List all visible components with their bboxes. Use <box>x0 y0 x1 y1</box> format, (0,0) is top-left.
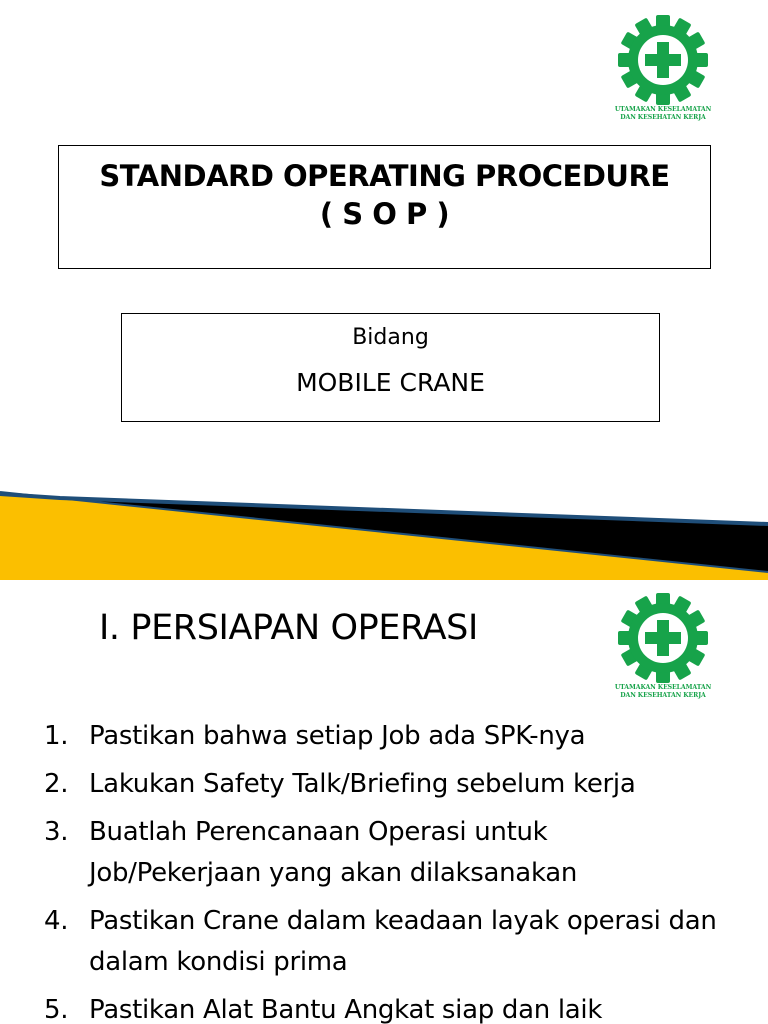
gear-cross-icon <box>611 14 715 106</box>
content-slide <box>0 580 768 1024</box>
list-item <box>44 764 724 805</box>
step-number: 4. <box>44 906 69 936</box>
section-title: I. PERSIAPAN OPERASI <box>99 608 478 648</box>
logo-caption-line1: UTAMAKAN KESELAMATAN <box>614 106 712 113</box>
step-text: Pastikan Alat Bantu Angkat siap dan laik <box>89 995 603 1024</box>
document-title: STANDARD OPERATING PROCEDURE <box>99 159 670 193</box>
k3-logo <box>611 592 715 699</box>
logo-caption-line2: DAN KESEHATAN KERJA <box>620 691 706 699</box>
step-text: Lakukan Safety Talk/Briefing sebelum kerja <box>89 769 636 799</box>
document-abbreviation: ( S O P ) <box>319 197 450 231</box>
step-text: Buatlah Perencanaan Operasi untuk Job/Pekerjaan yang akan dilaksanakan <box>89 817 578 888</box>
step-number: 2. <box>44 769 69 799</box>
band-shape <box>0 480 768 580</box>
list-item <box>44 812 724 894</box>
step-number: 3. <box>44 817 69 847</box>
steps-list <box>44 716 724 1024</box>
step-text: Pastikan Crane dalam keadaan layak operasi dan dalam kondisi prima <box>89 906 717 977</box>
list-item <box>44 990 724 1024</box>
decorative-band <box>0 480 768 580</box>
field-box <box>121 313 660 422</box>
list-item <box>44 716 724 757</box>
gear-cross-icon <box>611 592 715 684</box>
field-value: MOBILE CRANE <box>296 368 485 397</box>
field-label: Bidang <box>352 325 429 350</box>
step-text: Pastikan bahwa setiap Job ada SPK-nya <box>89 721 586 751</box>
logo-caption-line2: DAN KESEHATAN KERJA <box>620 113 706 121</box>
list-item <box>44 901 724 983</box>
k3-logo <box>611 14 715 121</box>
step-number: 5. <box>44 995 69 1024</box>
logo-caption-line1: UTAMAKAN KESELAMATAN <box>614 684 712 691</box>
title-box <box>58 145 711 269</box>
step-number: 1. <box>44 721 69 751</box>
